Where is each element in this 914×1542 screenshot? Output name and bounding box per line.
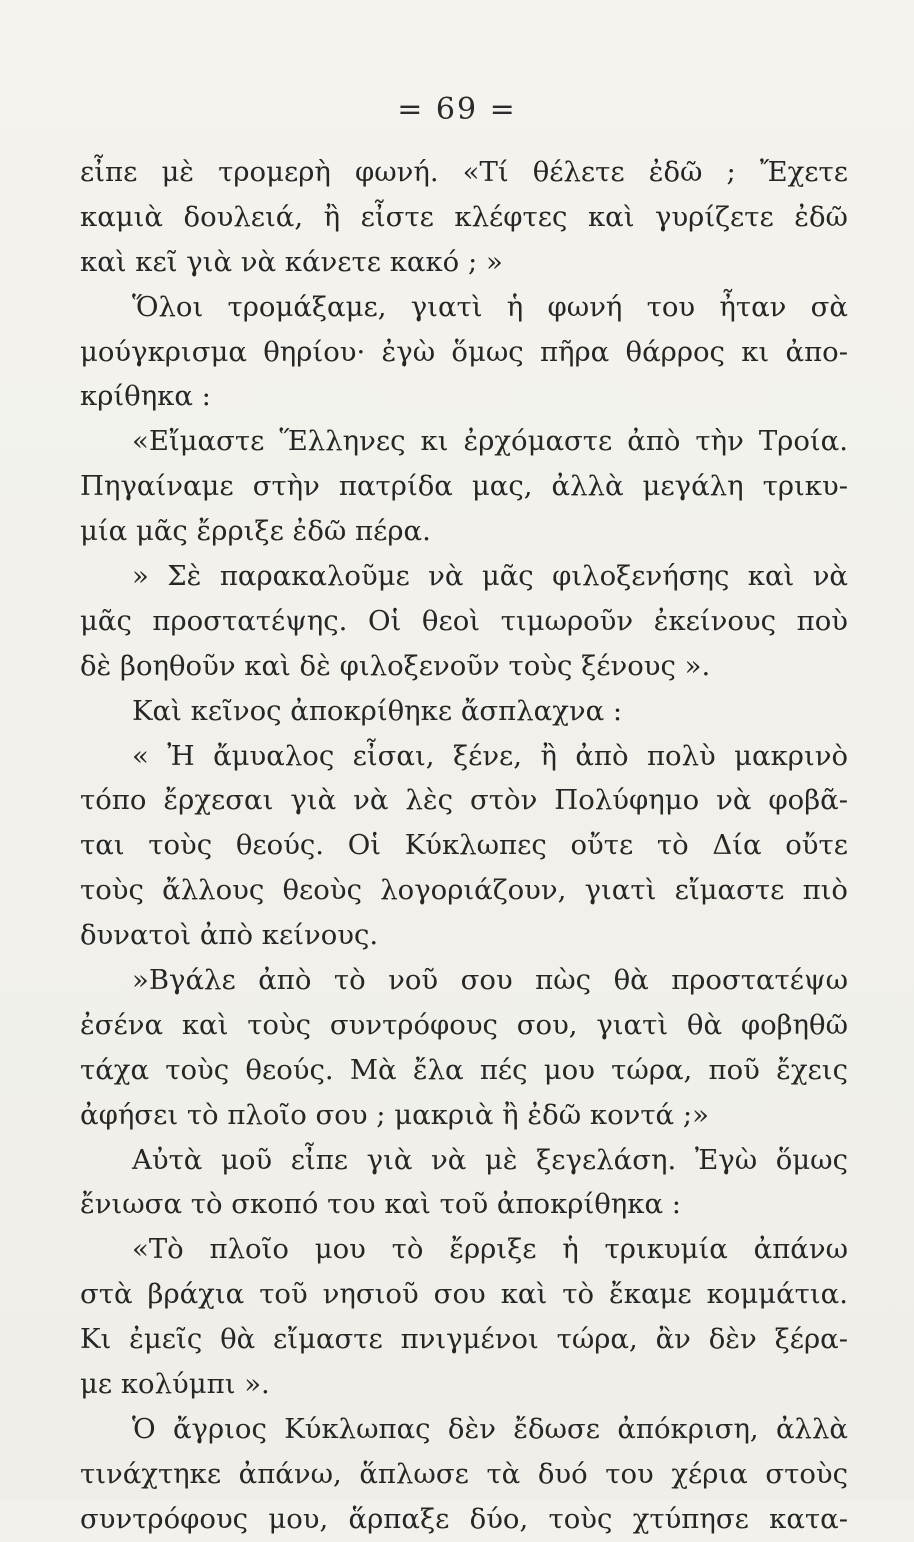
text-line: Καὶ κεῖνος ἀποκρίθηκε ἄσπλαχνα :	[132, 694, 623, 727]
text-line: ἔνιωσα τὸ σκοπό του καὶ τοῦ ἀποκρίθηκα :	[80, 1188, 682, 1221]
text-line: »Βγάλε ἀπὸ τὸ νοῦ σου πὼς θὰ προστατέψω	[132, 964, 848, 997]
text-line: δὲ βοηθοῦν καὶ δὲ φιλοξενοῦν τοὺς ξένους ».	[80, 649, 711, 682]
text-line: με κολύμπι ».	[80, 1368, 270, 1401]
text-line: μούγκρισμα θηρίου· ἐγὼ ὅμως πῆρα θάρρος κι ἀπο-	[80, 335, 848, 368]
text-line: ἀφήσει τὸ πλοῖο σου ; μακριὰ ἢ ἐδῶ κοντά ;»	[80, 1098, 709, 1131]
body-text	[80, 150, 848, 1542]
text-line: «Τὸ πλοῖο μου τὸ ἔρριξε ἡ τρικυμία ἀπάνω	[132, 1233, 848, 1266]
text-line: μᾶς προστατέψης. Οἱ θεοὶ τιμωροῦν ἐκείνους ποὺ	[80, 604, 848, 637]
text-line: καὶ κεῖ γιὰ νὰ κάνετε κακό ; »	[80, 245, 503, 278]
text-line: ται τοὺς θεούς. Οἱ Κύκλωπες οὔτε τὸ Δία οὔτε	[80, 829, 848, 862]
text-line: τάχα τοὺς θεούς. Μὰ ἔλα πές μου τώρα, ποῦ ἔχεις	[80, 1053, 848, 1086]
text-line: Ὅλοι τρομάξαμε, γιατὶ ἡ φωνή του ἦταν σὰ	[132, 290, 848, 323]
text-line: τόπο ἔρχεσαι γιὰ νὰ λὲς στὸν Πολύφημο νὰ φοβᾶ-	[80, 784, 848, 817]
text-line: Κι ἐμεῖς θὰ εἴμαστε πνιγμένοι τώρα, ἂν δὲν ξέρα-	[80, 1323, 848, 1356]
text-line: στὰ βράχια τοῦ νησιοῦ σου καὶ τὸ ἔκαμε κομμάτια.	[80, 1278, 848, 1311]
text-line: συντρόφους μου, ἅρπαξε δύο, τοὺς χτύπησε κατα-	[80, 1502, 848, 1535]
text-line: Αὐτὰ μοῦ εἶπε γιὰ νὰ μὲ ξεγελάση. Ἐγὼ ὅμως	[132, 1143, 848, 1176]
text-line: Ὁ ἄγριος Κύκλωπας δὲν ἔδωσε ἀπόκριση, ἀλλὰ	[132, 1412, 848, 1445]
text-line: καμιὰ δουλειά, ἢ εἶστε κλέφτες καὶ γυρίζετε ἐδῶ	[80, 200, 848, 233]
text-line: εἶπε μὲ τρομερὴ φωνή. «Τί θέλετε ἐδῶ ; Ἔχετε	[80, 156, 848, 188]
text-line: «Εἴμαστε Ἕλληνες κι ἐρχόμαστε ἀπὸ τὴν Τροία.	[132, 425, 848, 458]
text-line: τοὺς ἄλλους θεοὺς λογοριάζουν, γιατὶ εἴμαστε πιὸ	[80, 874, 848, 907]
text-line: » Σὲ παρακαλοῦμε νὰ μᾶς φιλοξενήσης καὶ νὰ	[132, 560, 848, 593]
text-line: μία μᾶς ἔρριξε ἐδῶ πέρα.	[80, 515, 431, 548]
text-line: « Ἠ ἄμυαλος εἶσαι, ξένε, ἢ ἀπὸ πολὺ μακρινὸ	[132, 739, 848, 772]
text-line: Πηγαίναμε στὴν πατρίδα μας, ἀλλὰ μεγάλη τρικυ-	[80, 470, 848, 503]
text-line: κρίθηκα :	[80, 380, 211, 413]
page-number: = 69 =	[397, 92, 517, 127]
text-line: ἐσένα καὶ τοὺς συντρόφους σου, γιατὶ θὰ φοβηθῶ	[80, 1008, 848, 1041]
text-line: τινάχτηκε ἀπάνω, ἅπλωσε τὰ δυό του χέρια στοὺς	[80, 1457, 848, 1490]
text-line: δυνατοὶ ἀπὸ κείνους.	[80, 919, 379, 952]
